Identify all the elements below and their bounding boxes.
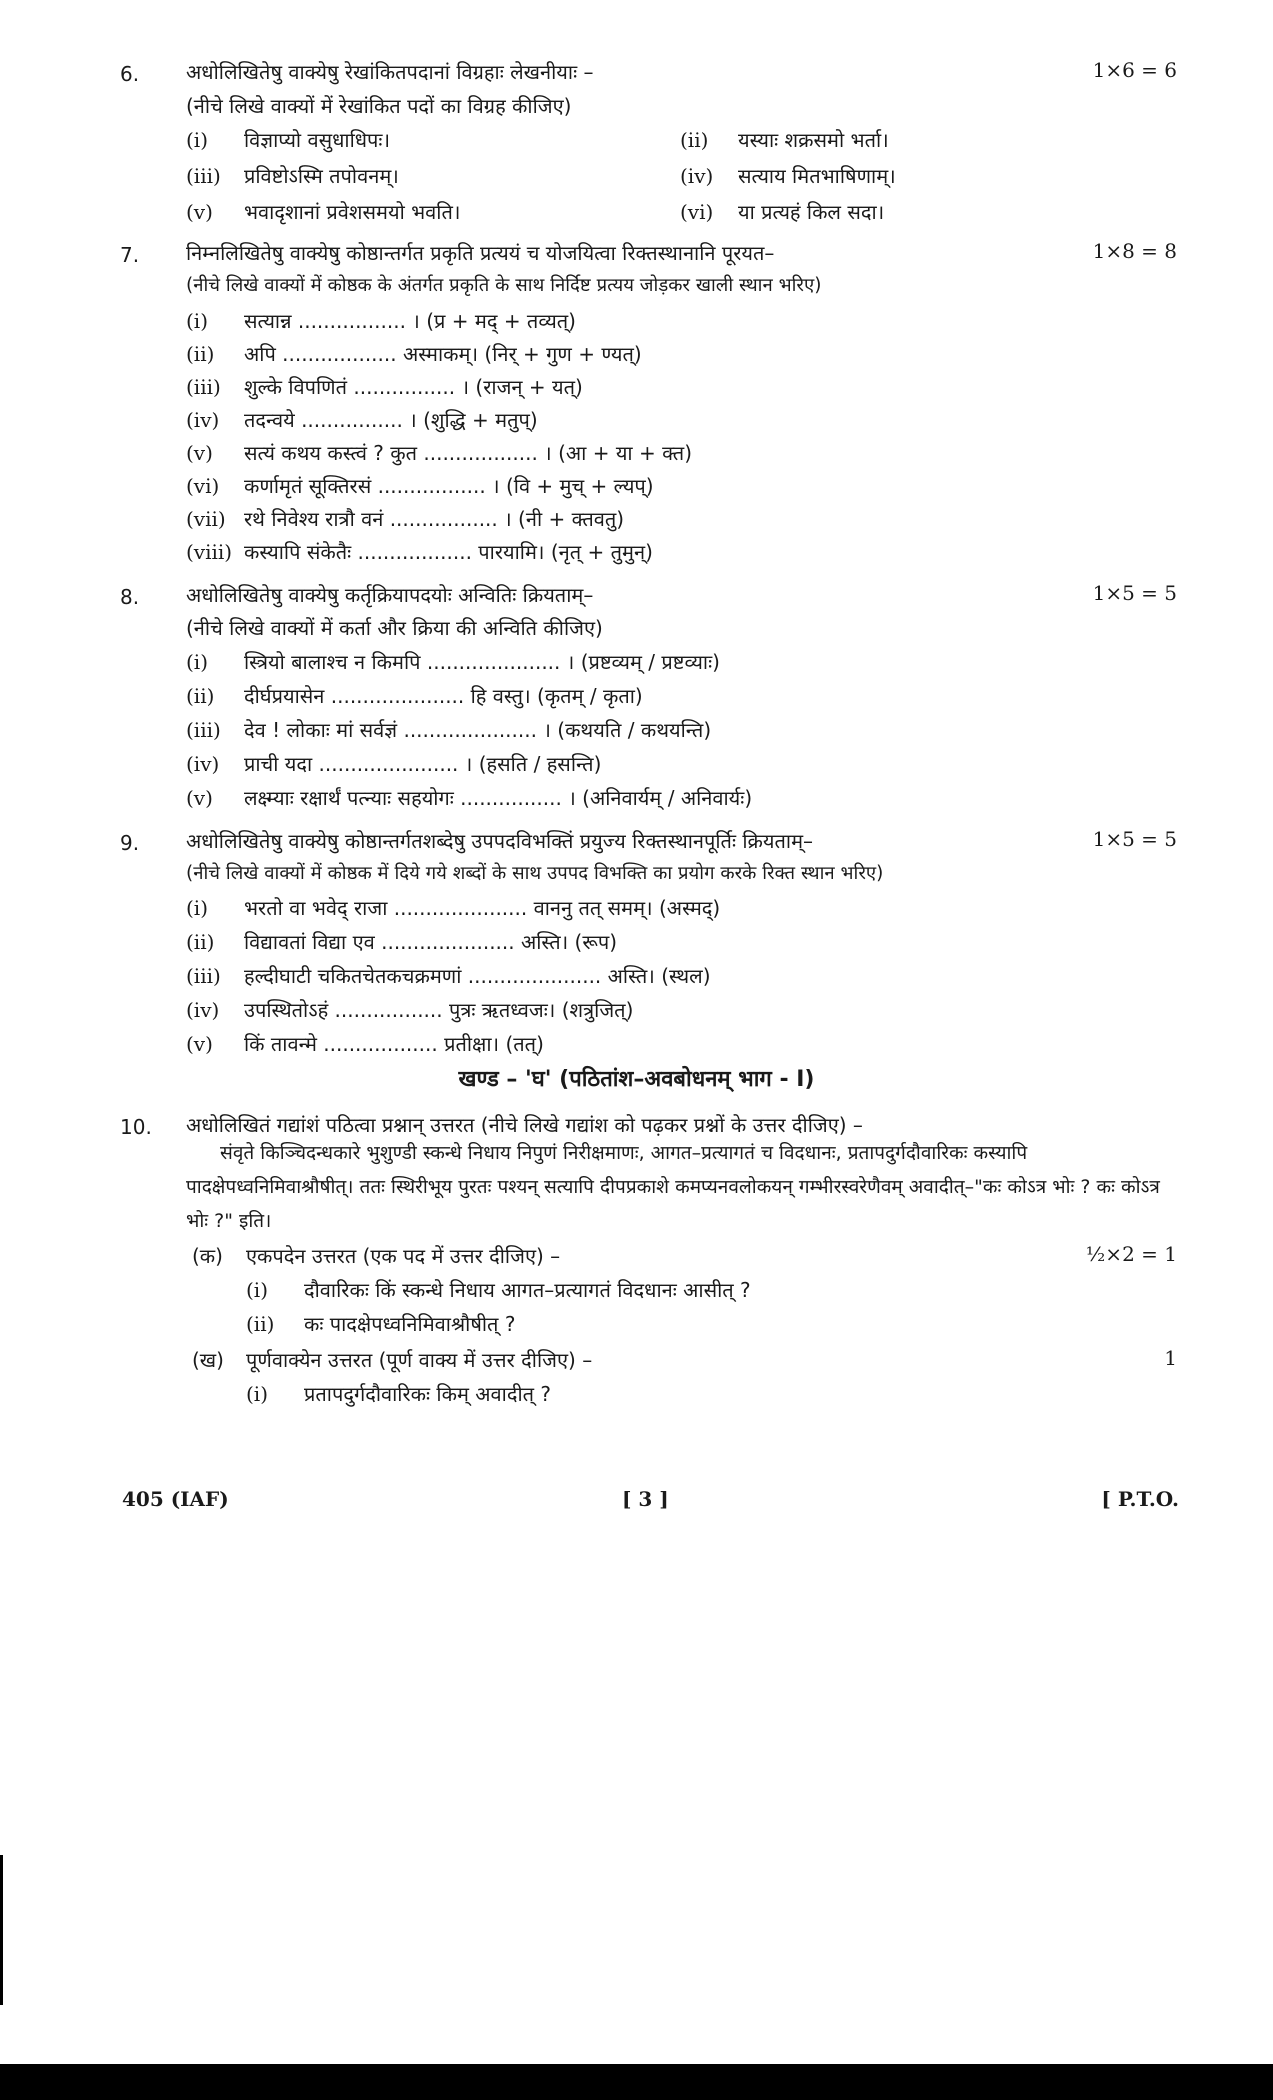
list-item: (i) प्रतापदुर्गदौवारिकः किम् अवादीत् ? [246,1382,552,1406]
scan-bottom-bar [0,2064,1273,2100]
list-item: (iii) शुल्के विपणितं ................ । (राजन् + यत्) [186,375,583,399]
list-item: (i) सत्यान्न ................. । (प्र + मद् + तव्यत्) [186,309,576,333]
question-text: अधोलिखितेषु वाक्येषु कर्तृक्रियापदयोः अन्वितिः क्रियताम्– [186,583,594,607]
question-text: अधोलिखितेषु वाक्येषु कोष्ठान्तर्गतशब्देषु उपपदविभक्तिं प्रयुज्य रिक्तस्थानपूर्तिः क्रियताम्– [186,829,814,853]
scan-edge [0,1855,3,2005]
marks: 1×5 = 5 [1092,581,1177,605]
list-item: (vi) कर्णामृतं सूक्तिरसं ................. । (वि + मुच् + ल्यप्) [186,474,654,498]
part-label: (ख) [192,1348,224,1372]
question-number: 9. [120,831,140,855]
list-item: (iv) तदन्वये ................ । (शुद्धि + मतुप्) [186,408,538,432]
list-item: (iii) देव ! लोकाः मां सर्वज्ञं ..................... । (कथयति / कथयन्ति) [186,718,712,742]
list-item: (i) भरतो वा भवेद् राजा ..................... वाननु तत् समम्। (अस्मद्) [186,896,721,920]
list-item: (ii) दीर्घप्रयासेन ..................... हि वस्तु। (कृतम् / कृता) [186,684,643,708]
question-hindi: (नीचे लिखे वाक्यों में कोष्ठक में दिये गये शब्दों के साथ उपपद विभक्ति का प्रयोग करके रिक्त स्थान भरिए) [186,863,884,884]
list-item: (v) सत्यं कथय कस्त्वं ? कुत .................. । (आ + या + क्त) [186,441,693,465]
section-heading: खण्ड – 'घ' (पठितांश–अवबोधनम् भाग - I) [458,1067,815,1092]
list-item: (iii) प्रविष्टोऽस्मि तपोवनम्। [186,164,399,188]
list-item: (ii) अपि .................. अस्माकम्। (निर् + गुण + ण्यत्) [186,342,642,366]
passage: संवृते किञ्चिदन्धकारे भुशुण्डी स्कन्धे निधाय निपुणं निरीक्षमाणः, आगत–प्रत्यागतं च विदधानः, प्रतापदुर्गदौवारिकः कस्यापि पादक्षेपध्वनिमिवाश्रौषीत्। ततः स्थिरीभूय पुरतः पश्यन् सत्यापि दीपप्रकाशे कमप्यनवलोकयन् गम्भीरस्वरेणैवम् अवादीत्–"कः कोऽत्र भोः ? कः कोऽत्र भोः ?" इति। [186,1142,1160,1232]
question-text: अधोलिखितेषु वाक्येषु रेखांकितपदानां विग्रहाः लेखनीयाः – [186,60,594,84]
question-hindi: (नीचे लिखे वाक्यों में कर्ता और क्रिया की अन्विति कीजिए) [186,616,603,640]
question-number: 7. [120,243,140,267]
marks: 1×8 = 8 [1092,239,1177,263]
question-hindi: (नीचे लिखे वाक्यों में कोष्ठक के अंतर्गत प्रकृति के साथ निर्दिष्ट प्रत्यय जोड़कर खाली स्थान भरिए) [186,275,822,296]
question-hindi: (नीचे लिखे वाक्यों में रेखांकित पदों का विग्रह कीजिए) [186,94,572,118]
paper-code: 405 (IAF) [122,1487,229,1511]
marks: 1 [1164,1346,1177,1370]
list-item: (i) स्त्रियो बालाश्च न किमपि ..................... । (प्रष्टव्यम् / प्रष्टव्याः) [186,650,720,674]
part-title: पूर्णवाक्येन उत्तरत (पूर्ण वाक्य में उत्तर दीजिए) – [246,1348,593,1372]
list-item: (ii) विद्यावतां विद्या एव ..................... अस्ति। (रूप) [186,930,618,954]
question-text: अधोलिखितं गद्यांशं पठित्वा प्रश्नान् उत्तरत (नीचे लिखे गद्यांश को पढ़कर प्रश्नों के उत्तर दीजिए) – [186,1113,863,1137]
page-number: [ 3 ] [622,1487,669,1511]
list-item: (v) लक्ष्म्याः रक्षार्थं पत्न्याः सहयोगः ................ । (अनिवार्यम् / अनिवार्यः) [186,786,753,810]
list-item: (iv) उपस्थितोऽहं ................. पुत्रः ऋतध्वजः। (शत्रुजित्) [186,998,634,1022]
list-item: (ii) यस्याः शक्रसमो भर्ता। [680,128,889,152]
pto-label: [ P.T.O. [1101,1487,1179,1511]
question-text: निम्नलिखितेषु वाक्येषु कोष्ठान्तर्गत प्रकृति प्रत्ययं च योजयित्वा रिक्तस्थानानि पूरयत– [186,241,775,265]
part-title: एकपदेन उत्तरत (एक पद में उत्तर दीजिए) – [246,1244,561,1268]
marks: 1×5 = 5 [1092,827,1177,851]
list-item: (viii) कस्यापि संकेतैः .................. पारयामि। (नृत् + तुमुन्) [186,540,653,564]
list-item: (i) दौवारिकः किं स्कन्धे निधाय आगत–प्रत्यागतं विदधानः आसीत् ? [246,1278,751,1302]
list-item: (vi) या प्रत्यहं किल सदा। [680,200,885,224]
part-label: (क) [192,1244,223,1268]
list-item: (v) किं तावन्मे .................. प्रतीक्षा। (तत्) [186,1032,544,1056]
question-number: 10. [120,1115,152,1139]
question-number: 6. [120,62,140,86]
list-item: (iv) प्राची यदा ...................... । (हसति / हसन्ति) [186,752,602,776]
list-item: (ii) कः पादक्षेपध्वनिमिवाश्रौषीत् ? [246,1312,516,1336]
list-item: (v) भवादृशानां प्रवेशसमयो भवति। [186,200,461,224]
list-item: (iv) सत्याय मितभाषिणाम्। [680,164,896,188]
list-item: (vii) रथे निवेश्य रात्रौ वनं ................. । (नी + क्तवतु) [186,507,625,531]
marks: ½×2 = 1 [1085,1242,1177,1266]
list-item: (iii) हल्दीघाटी चकितचेतकचक्रमणां ..................... अस्ति। (स्थल) [186,964,711,988]
question-number: 8. [120,585,140,609]
list-item: (i) विज्ञाप्यो वसुधाधिपः। [186,128,391,152]
marks: 1×6 = 6 [1092,58,1177,82]
